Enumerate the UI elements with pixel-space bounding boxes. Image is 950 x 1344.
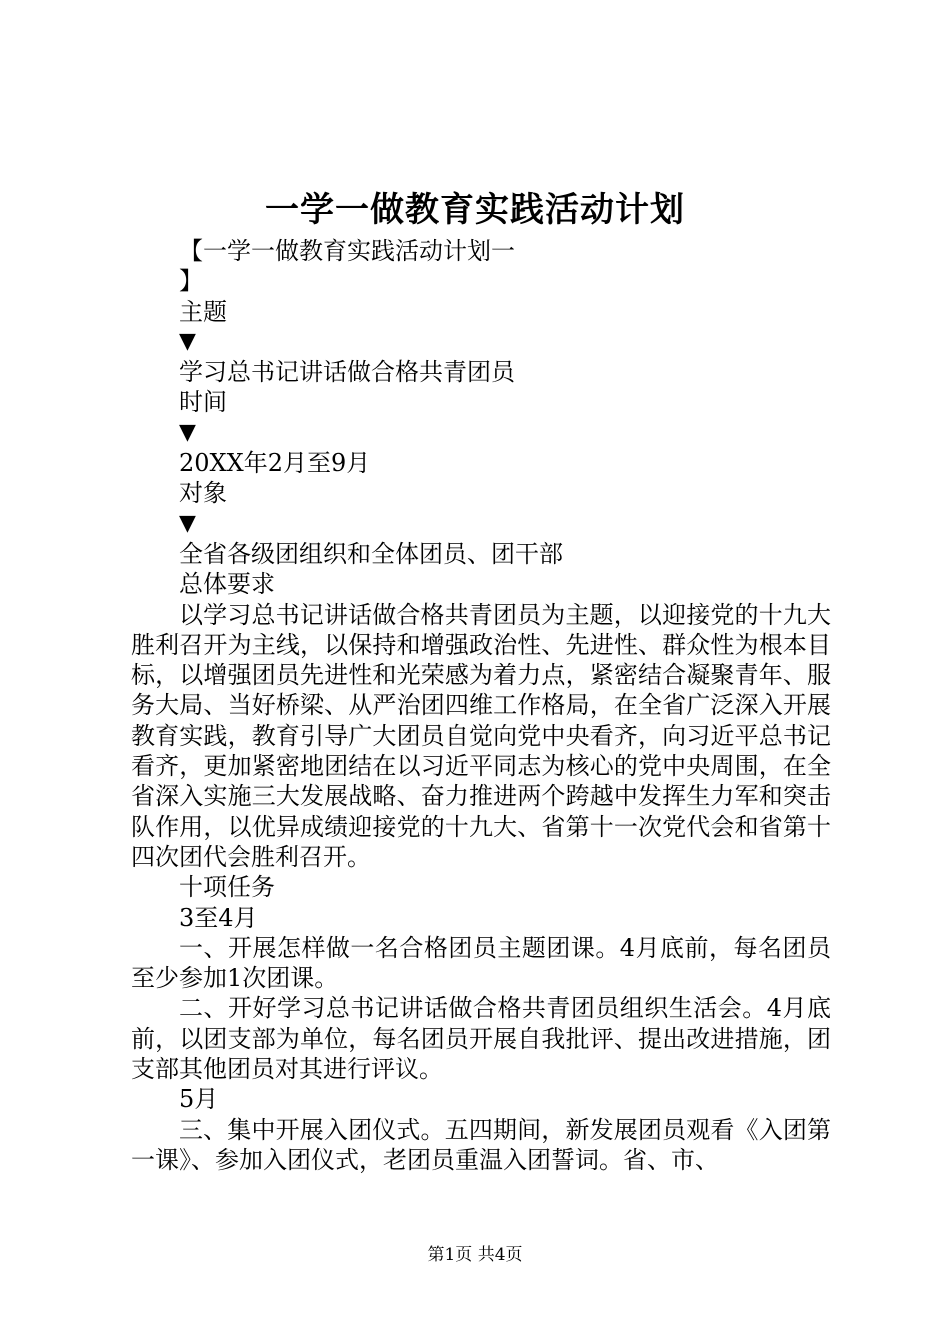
label-time: 时间 — [179, 388, 227, 417]
down-arrow-icon: ▼ — [179, 328, 196, 354]
document-title: 一学一做教育实践活动计划 — [265, 190, 685, 230]
down-arrow-icon: ▼ — [179, 419, 196, 445]
task-paragraph: 一、开展怎样做一名合格团员主题团课。4月底前，每名团员至少参加1次团课。 — [131, 933, 831, 993]
section-heading-close: 】 — [179, 267, 203, 296]
task-paragraph: 三、集中开展入团仪式。五四期间，新发展团员观看《入团第一课》、参加入团仪式，老团员重温入团誓词。省、市、 — [131, 1115, 831, 1174]
target-value: 全省各级团组织和全体团员、团干部 — [179, 539, 563, 568]
label-theme: 主题 — [179, 297, 227, 326]
label-tasks: 十项任务 — [179, 873, 275, 902]
time-value: 20XX年2月至9月 — [179, 449, 371, 478]
label-requirements: 总体要求 — [179, 570, 275, 599]
period-heading: 5月 — [179, 1085, 219, 1114]
label-target: 对象 — [179, 479, 227, 508]
period-heading: 3至4月 — [179, 903, 258, 932]
down-arrow-icon: ▼ — [179, 510, 196, 536]
requirements-paragraph: 以学习总书记讲话做合格共青团员为主题，以迎接党的十九大胜利召开为主线，以保持和增强政治性、先进性、群众性为根本目标，以增强团员先进性和光荣感为着力点，紧密结合凝聚青年、服务大局、当好桥梁、从严治团四维工作格局，在全省广泛深入开展教育实践，教育引导广大团员自觉向党中央看齐，向习近平总书记看齐，更加紧密地团结在以习近平同志为核心的党中央周围，在全省深入实施三大发展战略、奋力推进两个跨越中发挥生力军和突击队作用，以优异成绩迎接党的十九大、省第十一次党代会和省第十四次团代会胜利召开。 — [131, 600, 831, 871]
section-heading-open: 【一学一做教育实践活动计划一 — [179, 237, 515, 265]
task-paragraph: 二、开好学习总书记讲话做合格共青团员组织生活会。4月底前，以团支部为单位，每名团员开展自我批评、提出改进措施，团支部其他团员对其进行评议。 — [131, 994, 831, 1084]
document-body — [131, 236, 831, 1175]
page-footer: 第1页 共4页 — [427, 1245, 523, 1265]
theme-value: 学习总书记讲话做合格共青团员 — [179, 358, 515, 387]
